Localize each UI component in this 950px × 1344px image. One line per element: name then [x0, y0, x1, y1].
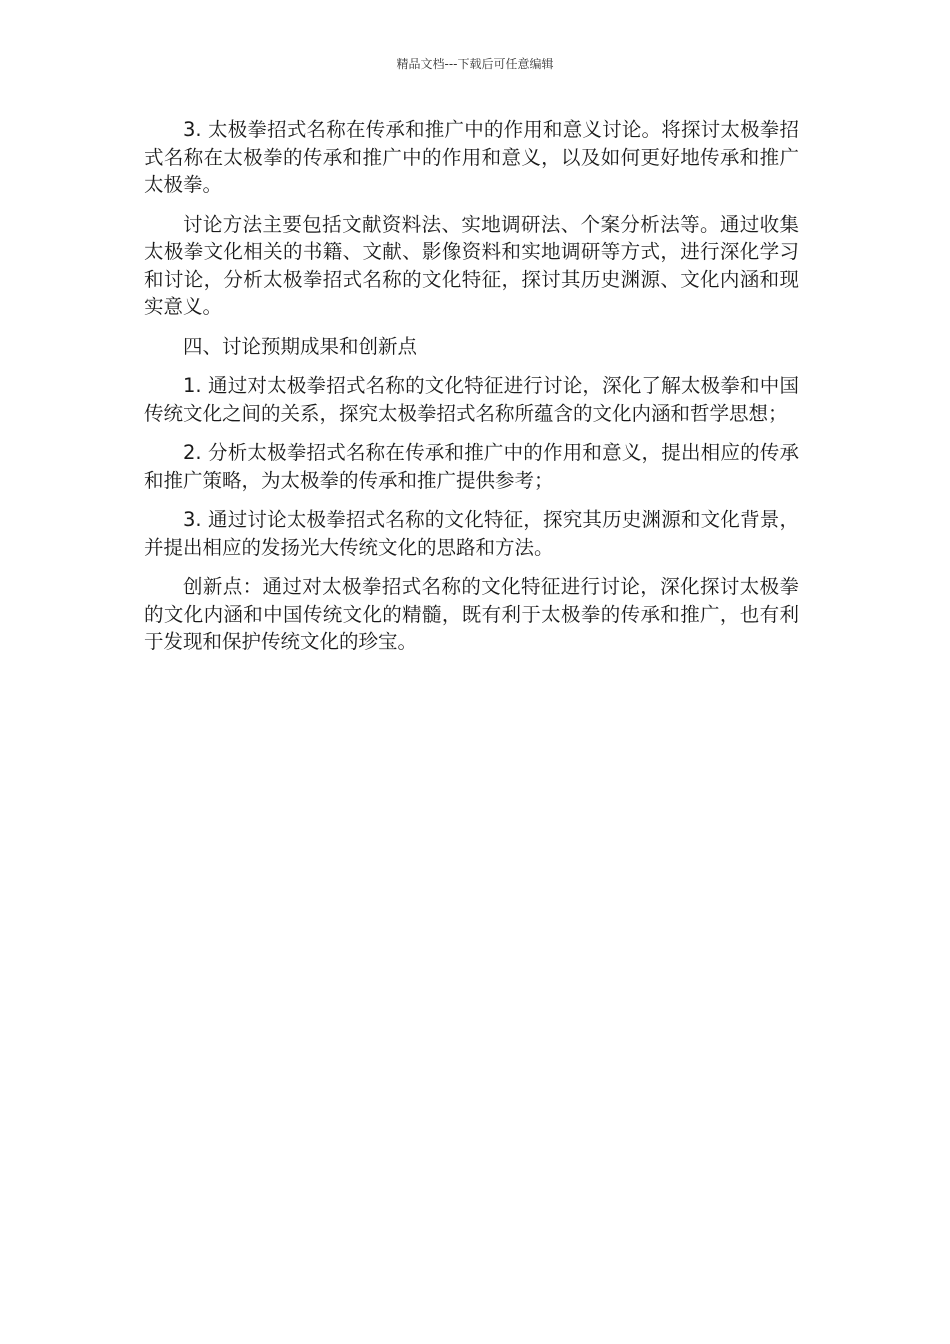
paragraph-methods: 讨论方法主要包括文献资料法、实地调研法、个案分析法等。通过收集太极拳文化相关的书籍、文献、影像资料和实地调研等方式，进行深化学习和讨论，分析太极拳招式名称的文化特征，探讨其历史渊源、文化内涵和现实意义。 [144, 212, 799, 318]
paragraph-outcome-1: 1. 通过对太极拳招式名称的文化特征进行讨论，深化了解太极拳和中国传统文化之间的关系，探究太极拳招式名称所蕴含的文化内涵和哲学思想； [144, 374, 799, 425]
section-heading-outcomes: 四、讨论预期成果和创新点 [183, 334, 418, 358]
page-header: 精品文档---下载后可任意编辑 [396, 57, 554, 71]
paragraph-outcome-2: 2. 分析太极拳招式名称在传承和推广中的作用和意义，提出相应的传承和推广策略，为太极拳的传承和推广提供参考； [144, 441, 799, 492]
document-body [144, 116, 799, 668]
paragraph-innovation: 创新点：通过对太极拳招式名称的文化特征进行讨论，深化探讨太极拳的文化内涵和中国传统文化的精髓，既有利于太极拳的传承和推广，也有利于发现和保护传统文化的珍宝。 [144, 575, 799, 653]
paragraph-objective-3: 3. 太极拳招式名称在传承和推广中的作用和意义讨论。将探讨太极拳招式名称在太极拳的传承和推广中的作用和意义，以及如何更好地传承和推广太极拳。 [144, 118, 799, 196]
paragraph-outcome-3: 3. 通过讨论太极拳招式名称的文化特征，探究其历史渊源和文化背景，并提出相应的发扬光大传统文化的思路和方法。 [144, 508, 799, 559]
